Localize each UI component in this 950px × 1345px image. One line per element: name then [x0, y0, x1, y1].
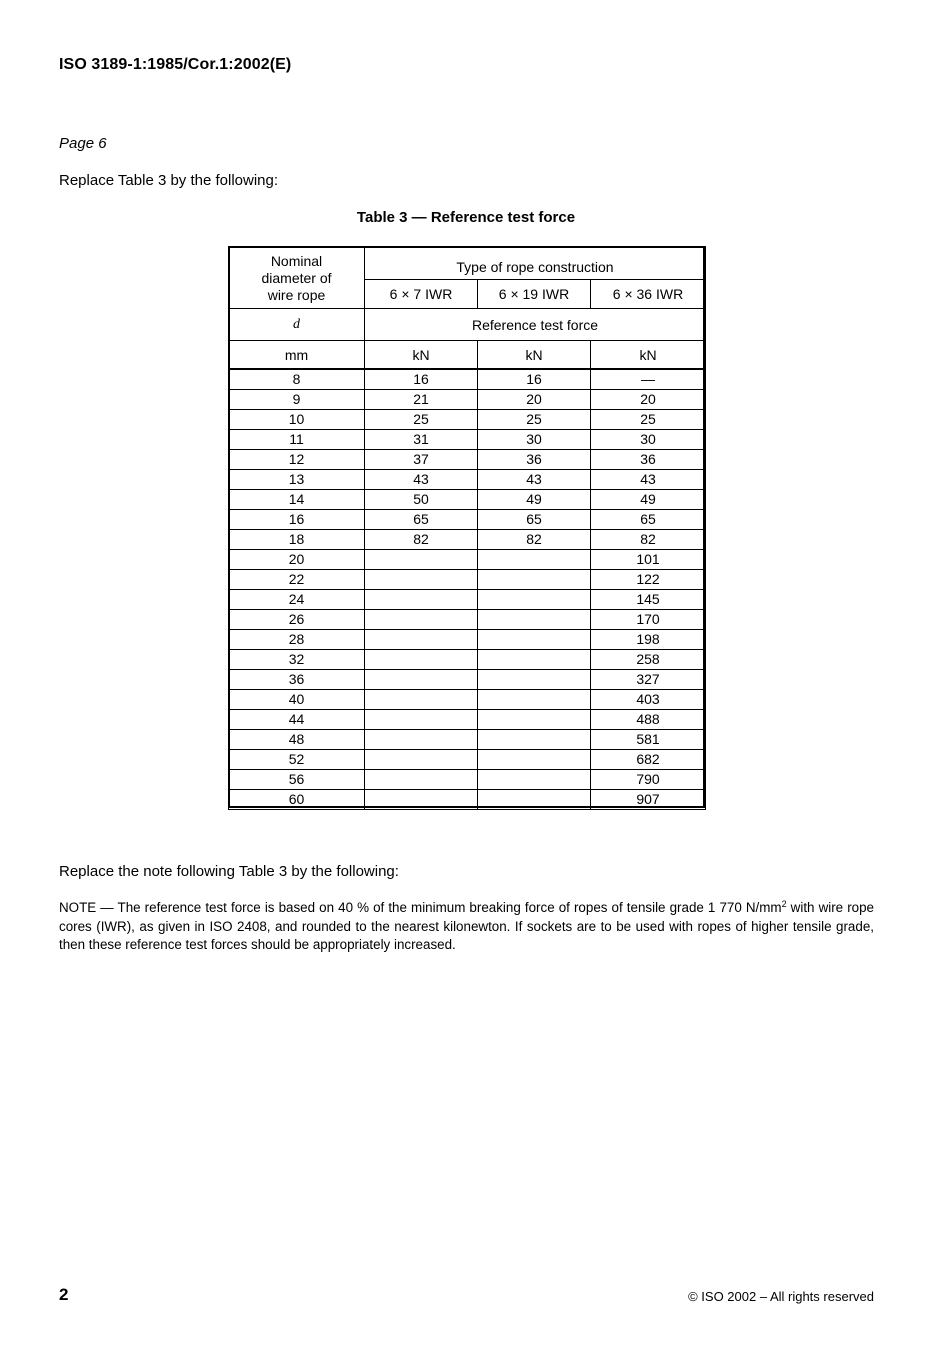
force-6x19-cell [478, 690, 591, 710]
force-6x19-cell: 65 [478, 510, 591, 530]
force-6x19-cell [478, 730, 591, 750]
force-6x19-cell [478, 630, 591, 650]
force-6x36-cell: 170 [591, 610, 706, 630]
force-6x36-cell: 30 [591, 430, 706, 450]
force-6x7-cell [365, 770, 478, 790]
nominal-diameter-cell: 12 [229, 450, 365, 470]
copyright-notice: © ISO 2002 – All rights reserved [688, 1289, 874, 1304]
force-6x7-cell [365, 590, 478, 610]
nominal-diameter-cell: 60 [229, 790, 365, 810]
nominal-diameter-cell: 20 [229, 550, 365, 570]
force-6x19-cell [478, 570, 591, 590]
force-6x36-cell: 36 [591, 450, 706, 470]
table-row [229, 610, 706, 630]
force-6x36-cell: 20 [591, 390, 706, 410]
table-row [229, 470, 706, 490]
force-6x19-cell: 16 [478, 369, 591, 390]
unit-kn-3: kN [591, 341, 706, 370]
nominal-diameter-cell: 48 [229, 730, 365, 750]
nominal-diameter-cell: 40 [229, 690, 365, 710]
force-6x36-cell: 145 [591, 590, 706, 610]
force-6x7-cell [365, 630, 478, 650]
replace-note-instruction: Replace the note following Table 3 by the following: [59, 863, 399, 880]
force-6x36-cell: 65 [591, 510, 706, 530]
table-row [229, 450, 706, 470]
nominal-diameter-cell: 52 [229, 750, 365, 770]
nominal-diameter-cell: 24 [229, 590, 365, 610]
document-header: ISO 3189-1:1985/Cor.1:2002(E) [59, 56, 292, 73]
unit-mm: mm [229, 341, 365, 370]
force-6x19-cell: 25 [478, 410, 591, 430]
construction-6x36-header: 6 × 36 IWR [591, 280, 706, 309]
force-6x19-cell: 20 [478, 390, 591, 410]
force-6x7-cell: 21 [365, 390, 478, 410]
nominal-diameter-cell: 32 [229, 650, 365, 670]
force-6x36-cell: 327 [591, 670, 706, 690]
table-row [229, 369, 706, 390]
nominal-diameter-cell: 9 [229, 390, 365, 410]
force-6x7-cell: 50 [365, 490, 478, 510]
table-row [229, 410, 706, 430]
force-6x7-cell [365, 550, 478, 570]
table-row [229, 430, 706, 450]
table-row [229, 790, 706, 810]
force-6x7-cell: 37 [365, 450, 478, 470]
force-6x36-cell: 43 [591, 470, 706, 490]
table-caption: Table 3 — Reference test force [356, 209, 576, 226]
force-6x19-cell [478, 750, 591, 770]
force-6x7-cell: 43 [365, 470, 478, 490]
force-6x7-cell: 16 [365, 369, 478, 390]
table-row [229, 650, 706, 670]
force-6x36-cell: 682 [591, 750, 706, 770]
force-6x7-cell [365, 750, 478, 770]
force-6x19-cell [478, 710, 591, 730]
table-row [229, 750, 706, 770]
table-row [229, 570, 706, 590]
force-6x7-cell [365, 650, 478, 670]
page-reference: Page 6 [59, 135, 107, 152]
note-text-1: NOTE — The reference test force is based on 40 % of the minimum breaking force of ropes of tensile grade 1 770 N/mm [59, 900, 782, 915]
nominal-diameter-cell: 13 [229, 470, 365, 490]
nominal-diameter-cell: 14 [229, 490, 365, 510]
force-6x36-cell: 258 [591, 650, 706, 670]
unit-kn-1: kN [365, 341, 478, 370]
note-superscript: 2 [781, 899, 787, 909]
force-6x19-cell: 82 [478, 530, 591, 550]
unit-kn-2: kN [478, 341, 591, 370]
force-6x19-cell [478, 590, 591, 610]
nominal-diameter-cell: 10 [229, 410, 365, 430]
force-6x7-cell: 31 [365, 430, 478, 450]
force-6x36-cell: 25 [591, 410, 706, 430]
table-row [229, 690, 706, 710]
force-6x36-cell: 403 [591, 690, 706, 710]
nominal-line-2: diameter of [261, 270, 332, 286]
force-6x7-cell [365, 670, 478, 690]
force-6x36-cell: 488 [591, 710, 706, 730]
table-row [229, 490, 706, 510]
table-row [229, 390, 706, 410]
table-row [229, 510, 706, 530]
nominal-diameter-header [229, 247, 365, 309]
force-6x19-cell: 30 [478, 430, 591, 450]
force-6x7-cell [365, 610, 478, 630]
force-6x36-cell: 581 [591, 730, 706, 750]
force-6x19-cell [478, 650, 591, 670]
force-6x36-cell: 82 [591, 530, 706, 550]
force-6x19-cell: 36 [478, 450, 591, 470]
diameter-symbol: d [229, 309, 365, 341]
replace-table-instruction: Replace Table 3 by the following: [59, 172, 279, 189]
table-body [229, 369, 706, 810]
force-6x7-cell [365, 730, 478, 750]
force-6x7-cell: 82 [365, 530, 478, 550]
force-6x36-cell: 198 [591, 630, 706, 650]
nominal-diameter-cell: 11 [229, 430, 365, 450]
construction-6x7-header: 6 × 7 IWR [365, 280, 478, 309]
force-6x7-cell [365, 710, 478, 730]
force-6x36-cell: — [591, 369, 706, 390]
nominal-diameter-cell: 36 [229, 670, 365, 690]
table-row [229, 770, 706, 790]
force-6x36-cell: 122 [591, 570, 706, 590]
note-text-2: with wire rope cores (IWR), as given in ISO 2408, and rounded to the nearest kilonewton. If sockets are to be used with ropes of higher tensile grade, then these reference test forces should be appropriately increased. [59, 900, 875, 952]
table-row [229, 550, 706, 570]
force-6x19-cell [478, 670, 591, 690]
force-6x36-cell: 101 [591, 550, 706, 570]
force-6x7-cell [365, 690, 478, 710]
table-row [229, 730, 706, 750]
table-row [229, 670, 706, 690]
force-6x36-cell: 49 [591, 490, 706, 510]
reference-force-header: Reference test force [365, 309, 706, 341]
nominal-diameter-cell: 18 [229, 530, 365, 550]
rope-construction-group-header: Type of rope construction [365, 247, 706, 280]
nominal-diameter-cell: 56 [229, 770, 365, 790]
note-paragraph [59, 899, 874, 955]
nominal-diameter-cell: 28 [229, 630, 365, 650]
force-6x7-cell [365, 790, 478, 810]
force-6x19-cell [478, 610, 591, 630]
nominal-line-1: Nominal [270, 253, 323, 269]
nominal-diameter-cell: 16 [229, 510, 365, 530]
force-6x19-cell: 49 [478, 490, 591, 510]
force-6x7-cell: 25 [365, 410, 478, 430]
nominal-diameter-cell: 8 [229, 369, 365, 390]
force-6x36-cell: 907 [591, 790, 706, 810]
reference-test-force-table [228, 246, 705, 810]
force-6x7-cell: 65 [365, 510, 478, 530]
table-row [229, 530, 706, 550]
nominal-diameter-cell: 44 [229, 710, 365, 730]
nominal-diameter-cell: 22 [229, 570, 365, 590]
force-6x36-cell: 790 [591, 770, 706, 790]
table-row [229, 630, 706, 650]
force-6x19-cell [478, 550, 591, 570]
force-6x19-cell: 43 [478, 470, 591, 490]
page-number: 2 [59, 1285, 69, 1304]
force-6x7-cell [365, 570, 478, 590]
force-6x19-cell [478, 790, 591, 810]
table-row [229, 710, 706, 730]
nominal-line-3: wire rope [267, 287, 326, 303]
force-6x19-cell [478, 770, 591, 790]
nominal-diameter-cell: 26 [229, 610, 365, 630]
table-row [229, 590, 706, 610]
construction-6x19-header: 6 × 19 IWR [478, 280, 591, 309]
